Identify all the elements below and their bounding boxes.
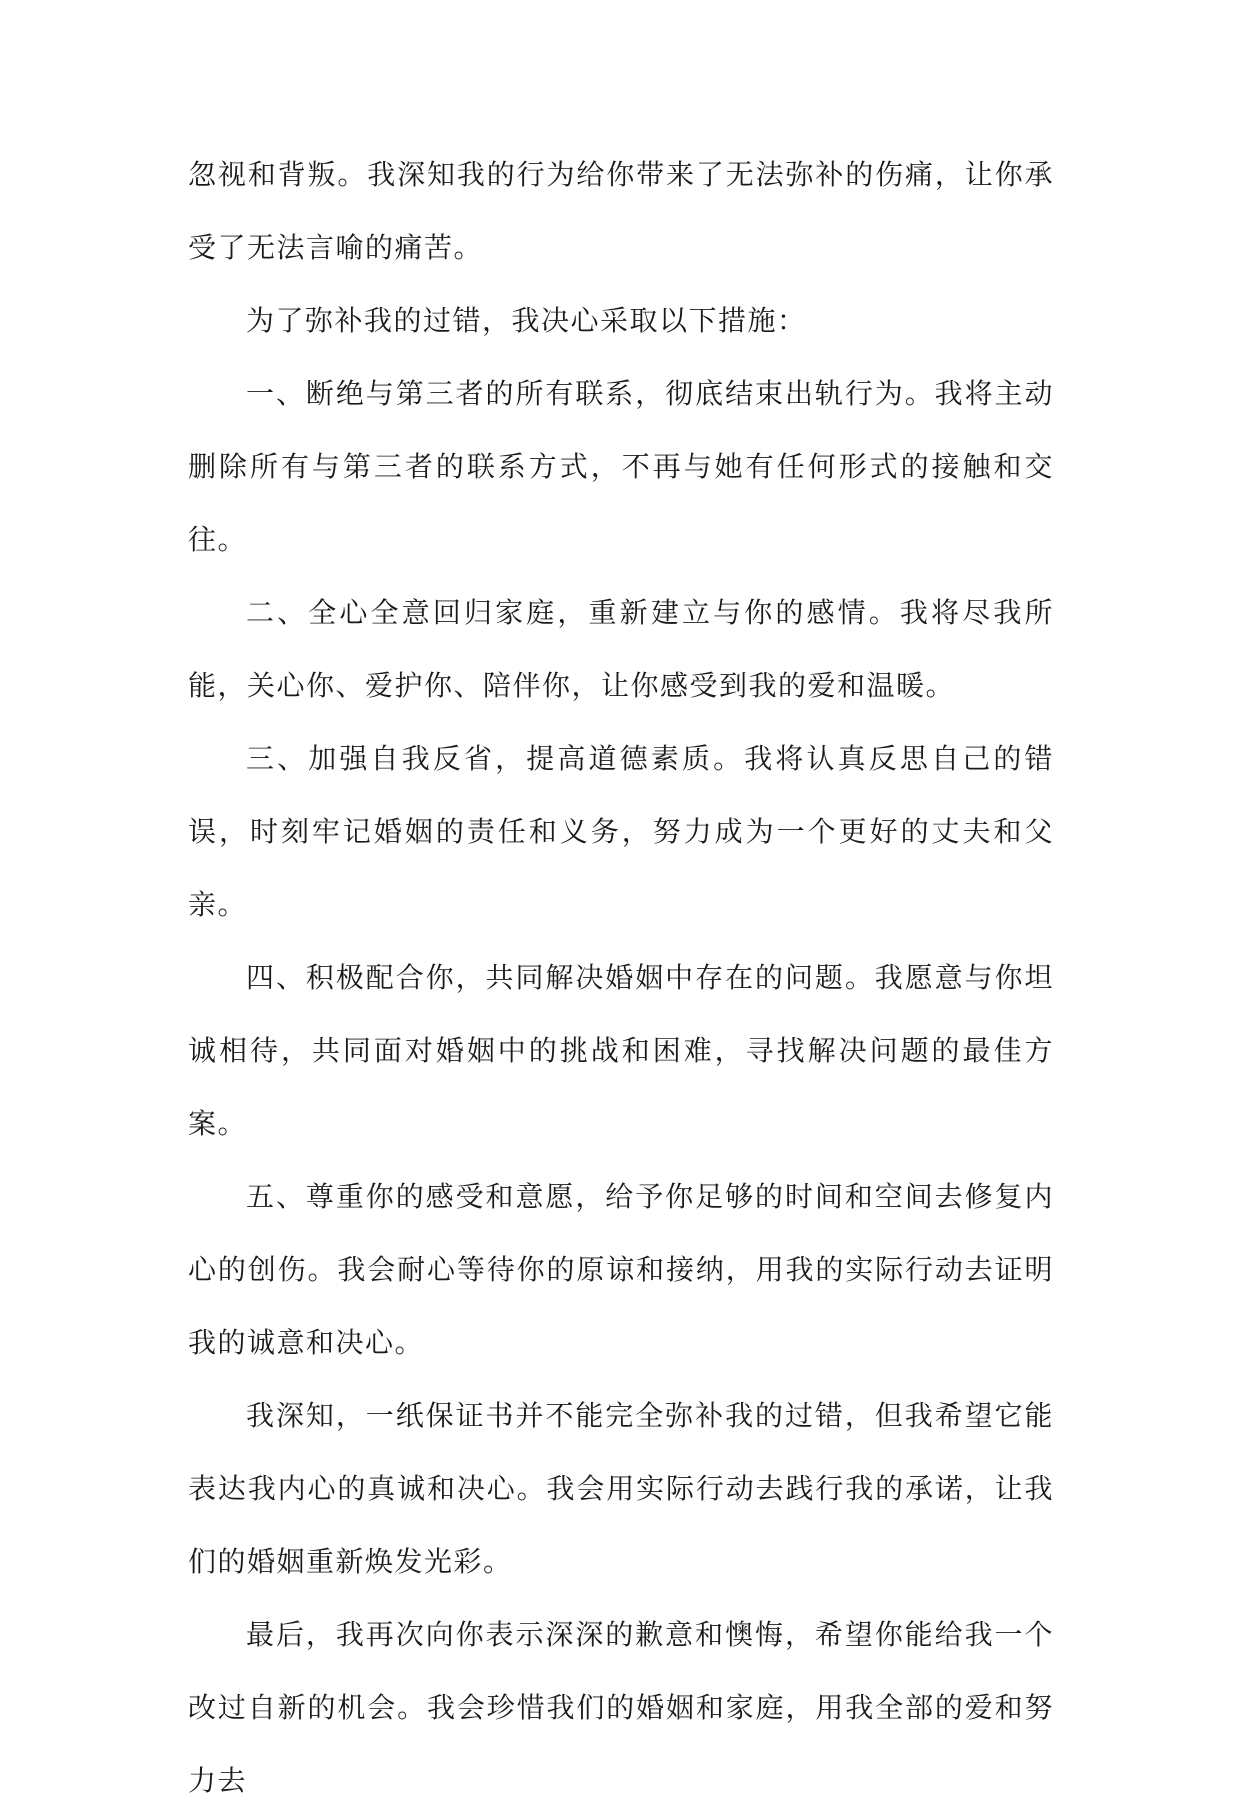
paragraph-measure-5: 五、尊重你的感受和意愿，给予你足够的时间和空间去修复内心的创伤。我会耐心等待你的原谅和接纳，用我的实际行动去证明我的诚意和决心。 [188, 1180, 1054, 1359]
paragraph-commitment: 我深知，一纸保证书并不能完全弥补我的过错，但我希望它能表达我内心的真诚和决心。我会用实际行动去践行我的承诺，让我们的婚姻重新焕发光彩。 [188, 1399, 1054, 1578]
paragraph-measure-3: 三、加强自我反省，提高道德素质。我将认真反思自己的错误，时刻牢记婚姻的责任和义务，努力成为一个更好的丈夫和父亲。 [188, 742, 1054, 921]
paragraph-measure-4: 四、积极配合你，共同解决婚姻中存在的问题。我愿意与你坦诚相待，共同面对婚姻中的挑战和困难，寻找解决问题的最佳方案。 [188, 961, 1054, 1140]
paragraph-measure-1: 一、断绝与第三者的所有联系，彻底结束出轨行为。我将主动删除所有与第三者的联系方式，不再与她有任何形式的接触和交往。 [188, 377, 1054, 556]
document-body [188, 138, 1054, 1817]
paragraph-continuation: 忽视和背叛。我深知我的行为给你带来了无法弥补的伤痛，让你承受了无法言喻的痛苦。 [188, 158, 1054, 264]
paragraph-measure-2: 二、全心全意回归家庭，重新建立与你的感情。我将尽我所能，关心你、爱护你、陪伴你，让你感受到我的爱和温暖。 [188, 596, 1054, 702]
paragraph-intro-measures: 为了弥补我的过错，我决心采取以下措施： [246, 304, 807, 337]
paragraph-closing: 最后，我再次向你表示深深的歉意和懊悔，希望你能给我一个改过自新的机会。我会珍惜我们的婚姻和家庭，用我全部的爱和努力去 [188, 1618, 1054, 1797]
